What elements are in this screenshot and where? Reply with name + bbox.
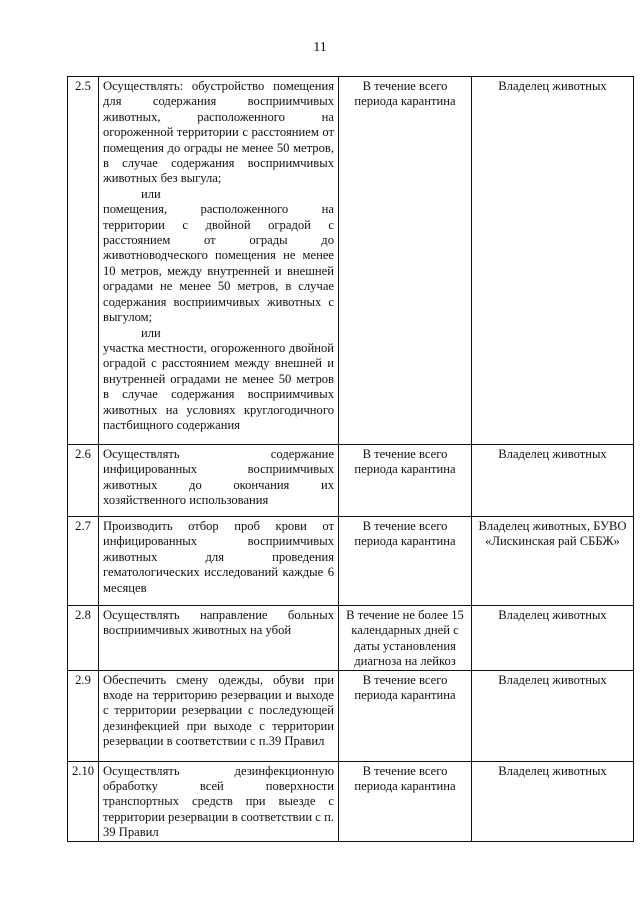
row-number: 2.10 <box>68 761 99 841</box>
row-number: 2.5 <box>68 77 99 445</box>
action-part: участка местности, огороженного двойной оградой с расстоянием между внешней и внутренней оградами не менее 50 метров в случае содержания восприимчивых животных на условиях круглогодичного пастбищного содержания <box>103 340 334 432</box>
row-number: 2.8 <box>68 606 99 671</box>
row-action: Осуществлять направление больных восприимчивых животных на убой <box>99 606 339 671</box>
action-part-or: или <box>141 186 161 201</box>
row-action: Обеспечить смену одежды, обуви при входе на территорию резервации и выходе с территории резервации с последующей дезинфекцией при выходе с территории резервации в соответствии с п.39 Правил <box>99 670 339 761</box>
row-responsible: Владелец животных <box>472 761 634 841</box>
row-action <box>99 77 339 445</box>
row-responsible: Владелец животных <box>472 77 634 445</box>
row-term: В течение не более 15 календарных дней с даты установления диагноза на лейкоз <box>339 606 472 671</box>
row-number: 2.6 <box>68 445 99 517</box>
row-term: В течение всего периода карантина <box>339 761 472 841</box>
table-row <box>68 761 634 841</box>
action-part: помещения, расположенного на территории с двойной оградой с расстоянием от ограды до животноводческого помещения не менее 10 метров, между внутренней и внешней оградами не менее 50 метров, в случае содержания восприимчивых животных с выгулом; <box>103 202 334 325</box>
table-row <box>68 606 634 671</box>
table-row <box>68 77 634 445</box>
page-number: 11 <box>313 40 327 55</box>
row-responsible: Владелец животных <box>472 606 634 671</box>
table-row <box>68 445 634 517</box>
row-action: Осуществлять дезинфекционную обработку всей поверхности транспортных средств при выезде с территории резервации в соответствии с п. 39 Правил <box>99 761 339 841</box>
row-action: Осуществлять содержание инфицированных восприимчивых животных до окончания их хозяйственного использования <box>99 445 339 517</box>
row-action: Производить отбор проб крови от инфицированных восприимчивых животных для проведения гематологических исследований каждые 6 месяцев <box>99 517 339 606</box>
action-part: Осуществлять: обустройство помещения для содержания восприимчивых животных, расположенного на огороженной территории с расстоянием от помещения до ограды не менее 50 метров, в случае содержания восприимчивых животных без выгула; <box>103 79 334 186</box>
row-number: 2.7 <box>68 517 99 606</box>
row-term: В течение всего периода карантина <box>339 670 472 761</box>
row-responsible: Владелец животных, БУВО «Лискинская рай СББЖ» <box>472 517 634 606</box>
row-responsible: Владелец животных <box>472 670 634 761</box>
row-term: В течение всего периода карантина <box>339 517 472 606</box>
measures-table <box>67 76 634 842</box>
action-part-or: или <box>141 325 161 340</box>
row-number: 2.9 <box>68 670 99 761</box>
row-term: В течение всего периода карантина <box>339 77 472 445</box>
row-term: В течение всего периода карантина <box>339 445 472 517</box>
row-responsible: Владелец животных <box>472 445 634 517</box>
table-row <box>68 517 634 606</box>
table-row <box>68 670 634 761</box>
